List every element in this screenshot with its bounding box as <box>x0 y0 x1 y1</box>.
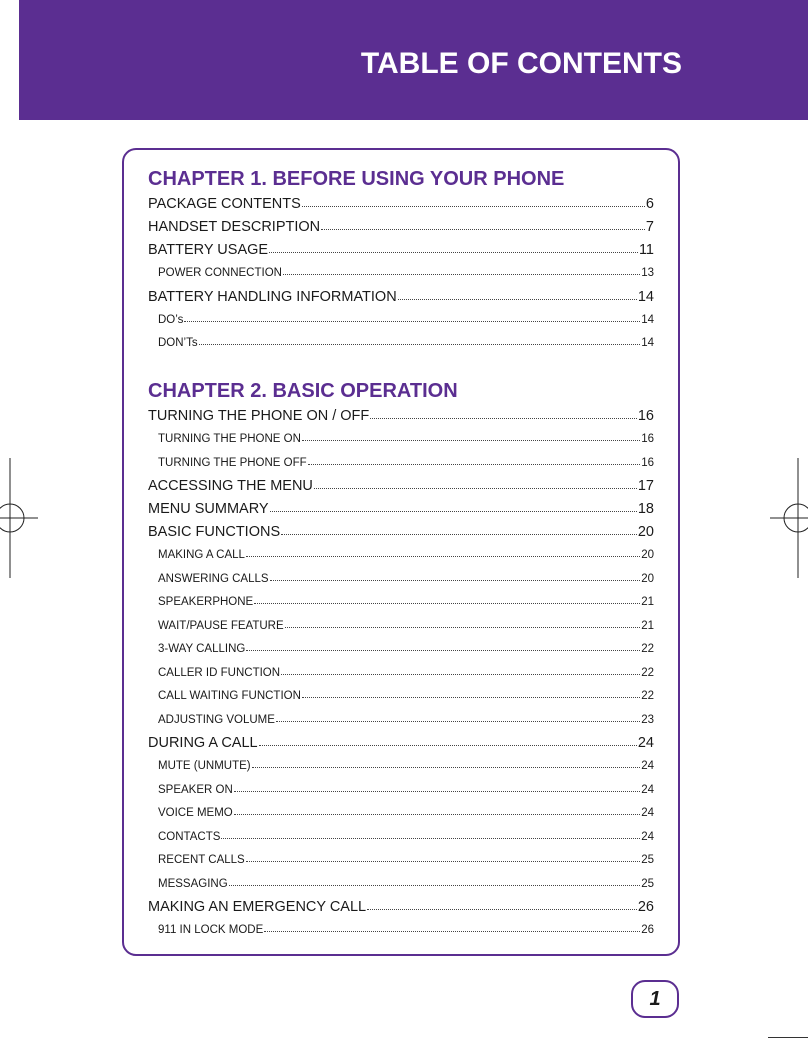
dot-leader <box>302 690 640 698</box>
dot-leader <box>252 760 641 768</box>
toc-entry-page: 22 <box>641 643 654 655</box>
toc-entry-label: MUTE (UNMUTE) <box>158 760 251 772</box>
dot-leader <box>221 831 640 839</box>
toc-entry <box>148 544 654 568</box>
toc-entry <box>148 662 654 686</box>
toc-entry <box>148 239 654 262</box>
toc-entry-label: ADJUSTING VOLUME <box>158 713 275 726</box>
toc-entry-label: CONTACTS <box>158 830 221 843</box>
toc-entry-label: ANSWERING CALLS <box>158 572 269 585</box>
toc-entry-label: ACCESSING THE MENU <box>148 478 313 494</box>
dot-leader <box>270 573 641 581</box>
toc-entry-label: PACKAGE CONTENTS <box>148 196 301 212</box>
toc-entry-label: CALLER ID FUNCTION <box>158 666 281 679</box>
toc-entry <box>148 498 654 521</box>
toc-entry-page: 24 <box>641 783 654 796</box>
dot-leader <box>276 714 640 722</box>
toc-entry <box>148 919 654 943</box>
toc-entry <box>148 262 654 286</box>
toc-entry-page: 20 <box>641 549 654 561</box>
toc-entry-page: 16 <box>641 456 654 469</box>
toc-entry-page: 7 <box>645 219 654 235</box>
toc-entry-page: 16 <box>641 433 654 445</box>
dot-leader <box>367 900 637 910</box>
toc-entry-page: 24 <box>637 735 654 751</box>
toc-entry-page: 21 <box>641 619 654 632</box>
toc-entry-label: DO’s <box>158 313 184 326</box>
toc-entry <box>148 638 654 662</box>
toc-entry <box>148 685 654 709</box>
toc-entry <box>148 779 654 803</box>
toc-entry-label: 3-WAY CALLING <box>158 643 246 655</box>
chapter-entries <box>148 193 654 356</box>
toc-entry-label: MENU SUMMARY <box>148 501 269 517</box>
dot-leader <box>302 433 640 441</box>
toc-entry <box>148 193 654 216</box>
toc-entry-label: HANDSET DESCRIPTION <box>148 219 321 235</box>
table-of-contents <box>122 148 680 956</box>
toc-entry-page: 24 <box>641 760 654 772</box>
toc-entry <box>148 802 654 826</box>
toc-entry <box>148 452 654 476</box>
toc-entry-label: 911 IN LOCK MODE <box>158 924 264 936</box>
toc-entry-label: DON’Ts <box>158 337 198 349</box>
toc-entry-page: 23 <box>641 713 654 726</box>
chapter-entries <box>148 405 654 943</box>
toc-entry <box>148 568 654 592</box>
toc-entry-label: SPEAKER ON <box>158 783 233 796</box>
toc-entry-page: 22 <box>641 690 654 702</box>
toc-entry-page: 26 <box>637 899 654 915</box>
toc-entry <box>148 216 654 239</box>
dot-leader <box>270 502 637 512</box>
toc-entry-label: BASIC FUNCTIONS <box>148 524 281 540</box>
toc-entry-label: BATTERY HANDLING INFORMATION <box>148 288 397 305</box>
toc-entry-label: MAKING A CALL <box>158 549 245 561</box>
toc-entry <box>148 755 654 779</box>
toc-entry-page: 21 <box>641 596 654 608</box>
dot-leader <box>229 878 641 886</box>
toc-entry-page: 17 <box>637 478 654 494</box>
toc-entry-page: 16 <box>637 408 654 424</box>
dot-leader <box>283 267 640 275</box>
toc-entry-label: POWER CONNECTION <box>158 267 282 279</box>
toc-entry <box>148 309 654 333</box>
toc-entry <box>148 615 654 639</box>
dot-leader <box>184 314 640 322</box>
dot-leader <box>281 525 637 535</box>
toc-entry-page: 14 <box>637 288 654 305</box>
toc-entry-page: 20 <box>641 572 654 585</box>
dot-leader <box>269 243 638 253</box>
toc-entry-label: CALL WAITING FUNCTION <box>158 690 301 702</box>
toc-entry-page: 26 <box>641 924 654 936</box>
dot-leader <box>234 807 640 815</box>
toc-entry <box>148 428 654 452</box>
dot-leader <box>199 337 641 345</box>
dot-leader <box>302 197 645 207</box>
dot-leader <box>234 784 640 792</box>
toc-entry <box>148 521 654 544</box>
dot-leader <box>246 643 640 651</box>
toc-entry-page: 13 <box>641 267 654 279</box>
toc-entry <box>148 332 654 356</box>
toc-entry-label: DURING A CALL <box>148 735 258 751</box>
toc-entry-page: 18 <box>637 501 654 517</box>
toc-entry-label: MAKING AN EMERGENCY CALL <box>148 899 367 915</box>
toc-entry <box>148 732 654 755</box>
toc-entry-label: BATTERY USAGE <box>148 242 269 258</box>
toc-entry <box>148 405 654 428</box>
toc-entry-label: WAIT/PAUSE FEATURE <box>158 619 284 632</box>
dot-leader <box>254 596 640 604</box>
toc-entry-page: 20 <box>637 524 654 540</box>
dot-leader <box>281 667 640 675</box>
toc-entry-label: SPEAKERPHONE <box>158 596 254 608</box>
toc-entry <box>148 896 654 919</box>
page-title: TABLE OF CONTENTS <box>360 47 682 80</box>
toc-entry-page: 25 <box>641 854 654 866</box>
toc-entry-page: 22 <box>641 666 654 679</box>
dot-leader <box>314 479 637 489</box>
dot-leader <box>264 924 640 932</box>
toc-entry-label: VOICE MEMO <box>158 807 233 819</box>
toc-entry-page: 24 <box>641 807 654 819</box>
dot-leader <box>321 220 645 230</box>
toc-entry <box>148 873 654 897</box>
toc-entry-page: 25 <box>641 877 654 890</box>
registration-mark-icon <box>768 458 808 578</box>
dot-leader <box>285 620 641 628</box>
toc-entry-page: 14 <box>641 337 654 349</box>
toc-entry-label: RECENT CALLS <box>158 854 245 866</box>
page-number: 1 <box>631 980 679 1018</box>
registration-mark-icon <box>0 458 40 578</box>
dot-leader <box>246 854 640 862</box>
toc-entry <box>148 849 654 873</box>
toc-entry-label: TURNING THE PHONE OFF <box>158 456 307 469</box>
dot-leader <box>398 290 637 300</box>
toc-entry-page: 24 <box>641 830 654 843</box>
toc-entry <box>148 709 654 733</box>
crop-mark <box>768 1037 808 1038</box>
toc-entry-label: TURNING THE PHONE ON / OFF <box>148 408 370 424</box>
toc-entry-page: 11 <box>638 242 654 258</box>
dot-leader <box>308 457 641 465</box>
chapter-title: CHAPTER 2. BASIC OPERATION <box>148 380 458 402</box>
chapter-title: CHAPTER 1. BEFORE USING YOUR PHONE <box>148 168 565 190</box>
dot-leader <box>259 736 637 746</box>
toc-entry <box>148 286 654 309</box>
toc-entry <box>148 475 654 498</box>
chapter-2-section <box>148 377 654 943</box>
chapter-1-section <box>148 165 654 356</box>
dot-leader <box>246 549 640 557</box>
toc-entry <box>148 826 654 850</box>
toc-entry-label: MESSAGING <box>158 877 228 890</box>
toc-entry-label: TURNING THE PHONE ON <box>158 433 301 445</box>
toc-entry-page: 14 <box>641 313 654 326</box>
toc-entry <box>148 591 654 615</box>
dot-leader <box>370 409 637 419</box>
toc-entry-page: 6 <box>645 196 654 212</box>
